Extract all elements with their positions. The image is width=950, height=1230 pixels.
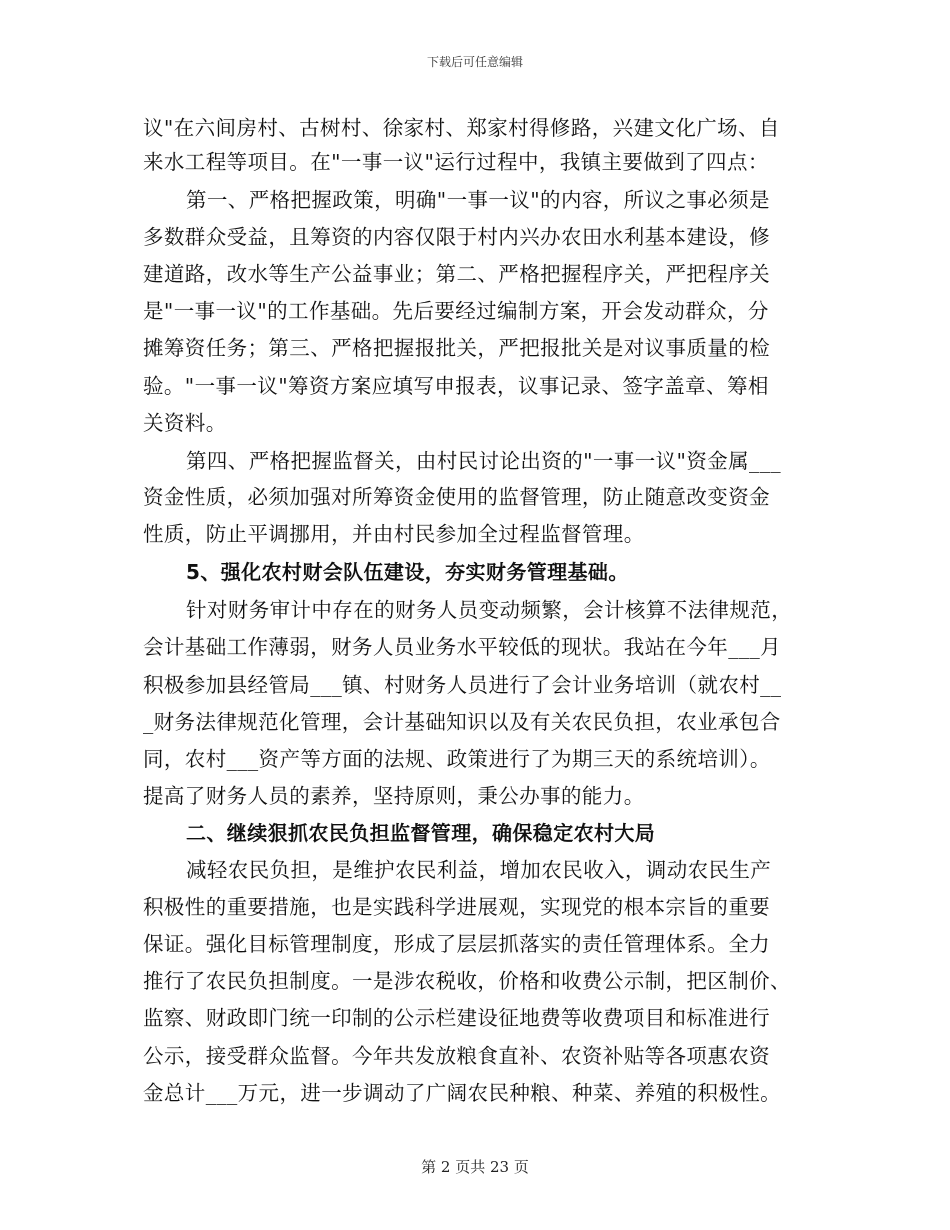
body-line: 多数群众受益，且筹资的内容仅限于村内兴办农田水利基本建设，修 xyxy=(143,225,770,249)
paragraph-first-line: 减轻农民负担，是维护农民利益，增加农民收入，调动农民生产 xyxy=(186,858,772,882)
paragraph-first-line: 针对财务审计中存在的财务人员变动频繁，会计核算不法律规范， xyxy=(186,598,793,622)
body-line: 验。"一事一议"筹资方案应填写申报表，议事记录、签字盖章、筹相 xyxy=(143,374,769,398)
body-line: 资金性质，必须加强对所筹资金使用的监督管理，防止随意改变资金 xyxy=(143,485,770,509)
paragraph-first-line: 第一、严格把握政策，明确"一事一议"的内容，所议之事必须是 xyxy=(186,188,770,212)
paragraph-first-line: 第四、严格把握监督关，由村民讨论出资的"一事一议"资金属___ xyxy=(186,449,782,473)
body-line: 议"在六间房村、古树村、徐家村、郑家村得修路，兴建文化广场、自 xyxy=(143,116,780,140)
body-line: 提高了财务人员的素养，坚持原则，秉公办事的能力。 xyxy=(143,784,645,808)
body-line: 积极性的重要措施，也是实践科学进展观，实现党的根本宗旨的重要 xyxy=(143,895,770,919)
body-line: 关资料。 xyxy=(143,411,227,435)
section-heading: 二、继续狠抓农民负担监督管理，确保稳定农村大局 xyxy=(186,821,656,845)
body-line: 积极参加县经管局___镇、村财务人员进行了会计业务培训（就农村__ xyxy=(143,673,782,697)
body-line: 金总计___万元，进一步调动了广阔农民种粮、种菜、养殖的积极性。 xyxy=(143,1081,782,1105)
body-line: 推行了农民负担制度。一是涉农税收，价格和收费公示制，把区制价、 xyxy=(143,969,791,993)
body-line: 来水工程等项目。在"一事一议"运行过程中，我镇主要做到了四点： xyxy=(143,150,769,174)
body-line: 保证。强化目标管理制度，形成了层层抓落实的责任管理体系。全力 xyxy=(143,932,770,956)
body-line: 建道路，改水等生产公益事业；第二、严格把握程序关，严把程序关 xyxy=(143,262,770,286)
body-line: 同，农村___资产等方面的法规、政策进行了为期三天的系统培训）。 xyxy=(143,747,771,771)
body-line: 公示，接受群众监督。今年共发放粮食直补、农资补贴等各项惠农资 xyxy=(143,1044,770,1068)
body-line: 摊筹资任务；第三、严格把握报批关，严把报批关是对议事质量的检 xyxy=(143,336,770,360)
body-line: 是"一事一议"的工作基础。先后要经过编制方案，开会发动群众，分 xyxy=(143,299,769,323)
page-footer: 第 2 页共 23 页 xyxy=(421,1158,529,1176)
body-line: _财务法律规范化管理，会计基础知识以及有关农民负担，农业承包合 xyxy=(143,710,781,734)
body-line: 性质，防止平调挪用，并由村民参加全过程监督管理。 xyxy=(143,522,645,546)
page-header: 下载后可任意编辑 xyxy=(426,55,523,69)
section-heading: 5、强化农村财会队伍建设，夯实财务管理基础。 xyxy=(186,560,629,584)
body-line: 监察、财政即门统一印制的公示栏建设征地费等收费项目和标准进行 xyxy=(143,1006,770,1030)
body-line: 会计基础工作薄弱，财务人员业务水平较低的现状。我站在今年___月 xyxy=(143,635,782,659)
